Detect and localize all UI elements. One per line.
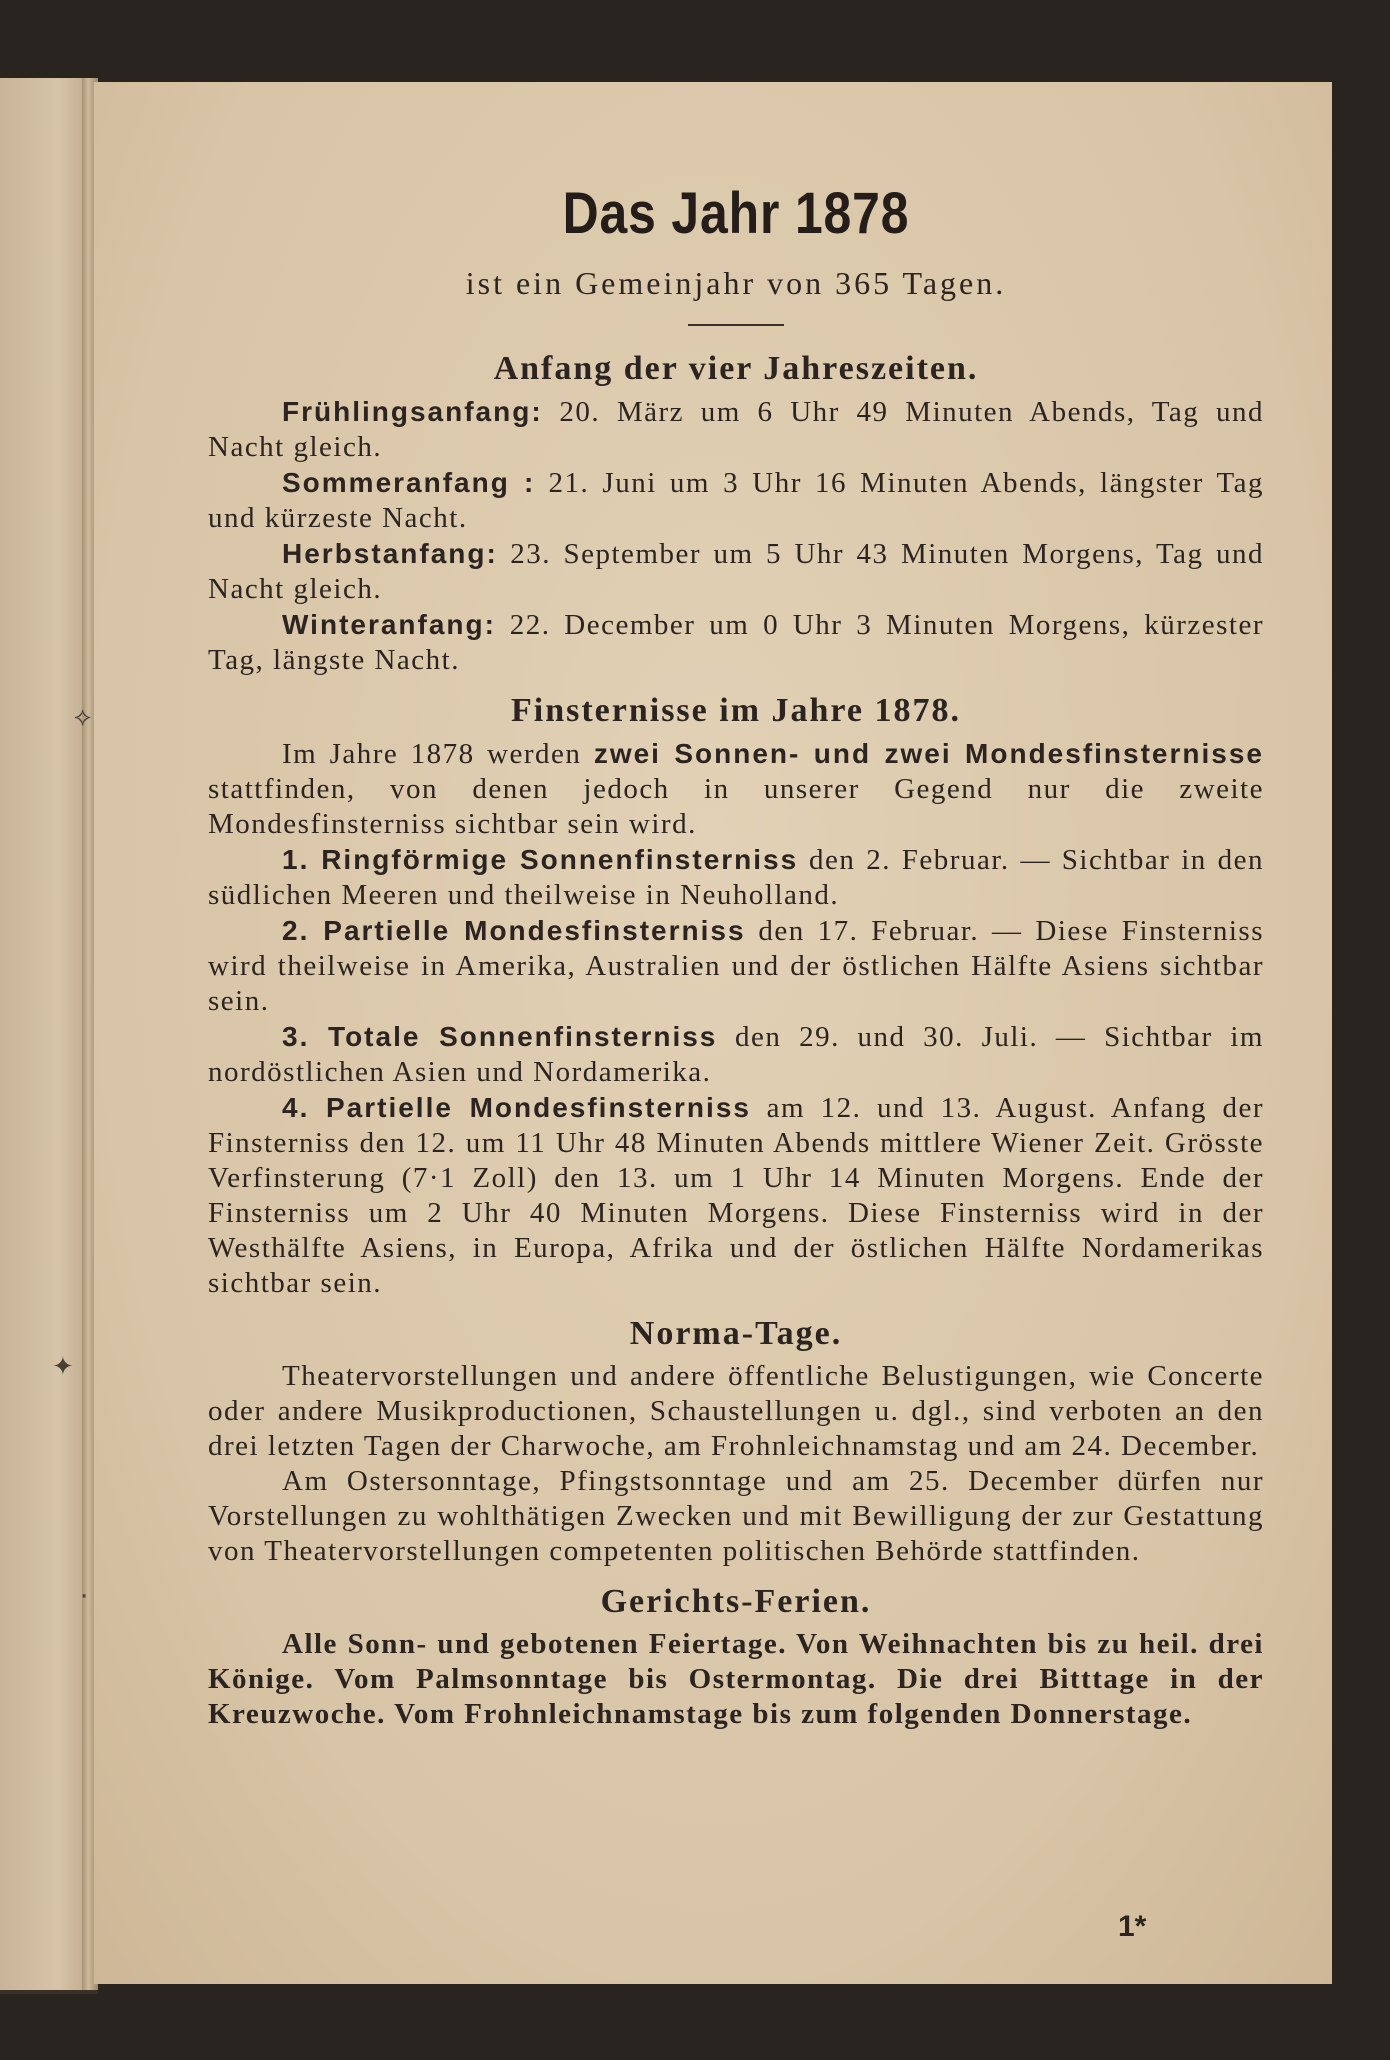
season-entry <box>208 394 1264 465</box>
gericht-paragraph: Alle Sonn- und gebotenen Feiertage. Von Weihnachten bis zu heil. drei Könige. Vom Palmsonntage bis Ostermontag. Die drei Bitttage in der Kreuzwoche. Vom Frohnleichnamstage bis zum folgenden Donnerstage. <box>208 1628 1264 1730</box>
season-entry <box>208 465 1264 536</box>
page-number: 1* <box>1118 1910 1147 1943</box>
season-label: Winteranfang: <box>282 609 496 640</box>
section-heading: Finsternisse im Jahre 1878. <box>510 692 961 729</box>
season-entry <box>208 607 1264 678</box>
eclipse-entry <box>208 1019 1264 1090</box>
margin-mark: · <box>80 1582 89 1612</box>
section-heading: Norma-Tage. <box>629 1315 843 1352</box>
eclipse-text: den 17. Februar. — Diese Finsterniss wird theilweise in Amerika, Australien und der östlichen Hälfte Asiens sichtbar sein. <box>208 915 1264 1017</box>
page-subtitle: ist ein Gemeinjahr von 365 Tagen. <box>465 265 1007 301</box>
eclipse-text: am 12. und 13. August. Anfang der Finsterniss den 12. um 11 Uhr 48 Minuten Abends mittlere Wiener Zeit. Grösste Verfinsterung (7·1 Zoll) den 13. um 1 Uhr 14 Minuten Morgens. Ende der Finsterniss um 2 Uhr 40 Minuten Morgens. Diese Finsterniss wird in der Westhälfte Asiens, in Europa, Afrika und der östlichen Hälfte Nordamerikas sichtbar sein. <box>208 1092 1264 1299</box>
eclipse-label: 3. Totale Sonnenfinsterniss <box>282 1021 718 1052</box>
margin-mark: ✦ <box>52 1352 74 1382</box>
intro-text: stattfinden, von denen jedoch in unserer Gegend nur die zweite Mondesfinsterniss sichtbar sein wird. <box>208 773 1264 840</box>
intro-text: Im Jahre 1878 werden <box>282 738 594 770</box>
season-text: 22. December um 0 Uhr 3 Minuten Morgens, kürzester Tag, längste Nacht. <box>208 609 1264 676</box>
intro-emphasis: zwei Sonnen- und zwei Mondesfinsternisse <box>593 738 1264 769</box>
eclipse-entry <box>208 1090 1264 1301</box>
section-norma <box>208 1315 1264 1569</box>
divider <box>688 324 784 326</box>
eclipse-label: 2. Partielle Mondesfinsterniss <box>282 915 746 946</box>
eclipse-label: 4. Partielle Mondesfinsterniss <box>282 1092 751 1123</box>
eclipse-entry <box>208 913 1264 1019</box>
season-label: Herbstanfang: <box>282 538 498 569</box>
season-text: 20. März um 6 Uhr 49 Minuten Abends, Tag und Nacht gleich. <box>208 396 1264 463</box>
page-content <box>208 180 1264 1732</box>
eclipse-label: 1. Ringförmige Sonnenfinsterniss <box>282 844 799 875</box>
margin-mark: ⟡ <box>74 702 92 732</box>
section-gericht <box>208 1583 1264 1732</box>
norma-paragraph: Am Ostersonntage, Pfingstsonntage und am 25. December dürfen nur Vorstellungen zu wohlthätigen Zwecken und mit Bewilligung der zur Gestattung von Theatervorstellungen competenten politischen Behörde stattfinden. <box>208 1465 1264 1567</box>
season-entry <box>208 536 1264 607</box>
eclipse-text: den 29. und 30. Juli. — Sichtbar im nordöstlichen Asien und Nordamerika. <box>208 1021 1264 1088</box>
section-eclipses <box>208 692 1264 1301</box>
section-heading: Anfang der vier Jahreszeiten. <box>493 350 979 387</box>
season-text: 21. Juni um 3 Uhr 16 Minuten Abends, längster Tag und kürzeste Nacht. <box>208 467 1265 534</box>
season-label: Frühlingsanfang: <box>282 396 543 427</box>
eclipse-text: den 2. Februar. — Sichtbar in den südlichen Meeren und theilweise in Neuholland. <box>208 844 1264 911</box>
season-text: 23. September um 5 Uhr 43 Minuten Morgens, Tag und Nacht gleich. <box>208 538 1264 605</box>
eclipse-entry <box>208 842 1264 913</box>
section-heading: Gerichts-Ferien. <box>600 1583 872 1620</box>
season-label: Sommeranfang : <box>282 467 536 498</box>
page-title: Das Jahr 1878 <box>562 181 910 246</box>
section-seasons <box>208 350 1264 678</box>
eclipse-intro <box>208 736 1264 842</box>
norma-paragraph: Theatervorstellungen und andere öffentliche Belustigungen, wie Concerte oder andere Musikproductionen, Schaustellungen u. dgl., sind verboten an den drei letzten Tagen der Charwoche, am Frohnleichnamstag und am 24. December. <box>208 1360 1264 1462</box>
